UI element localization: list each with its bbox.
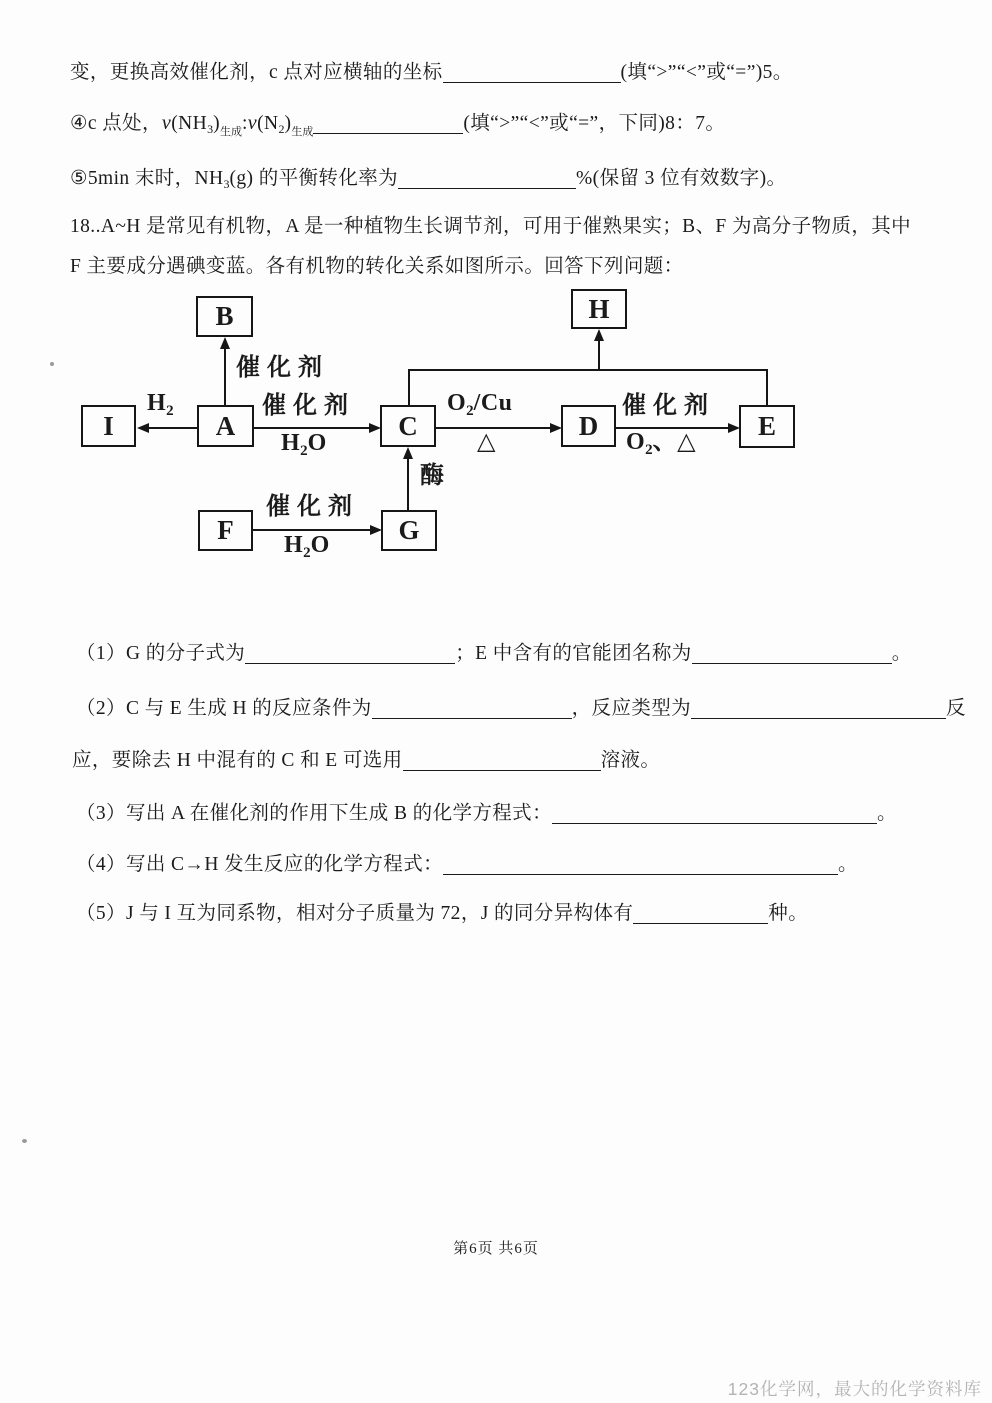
- h2-base: H: [147, 390, 167, 416]
- blank-q2-type: [691, 700, 946, 719]
- diagram-box-g: [381, 510, 437, 551]
- scan-speck: [22, 1139, 27, 1143]
- blank-q2-condition: [372, 700, 572, 719]
- scan-speck: [50, 362, 54, 366]
- box-letter-i: I: [103, 410, 114, 441]
- h2o-base: H: [281, 430, 301, 456]
- blank-q5-count: [633, 905, 768, 924]
- diagram-box-h: [571, 289, 627, 329]
- box-letter-f: F: [217, 515, 234, 545]
- page-number: [0, 1237, 992, 1258]
- formula-nh3-close: ): [213, 113, 220, 134]
- line2-prefix: ④c 点处，: [70, 113, 162, 134]
- formula-n2-sub: 2: [278, 122, 285, 136]
- line3-prefix: ⑤5min 末时，NH: [70, 168, 224, 189]
- q18-intro2-text: F 主要成分遇碘变蓝。各有机物的转化关系如图所示。回答下列问题：: [70, 256, 684, 277]
- formula-n2-close: ): [284, 113, 292, 134]
- label-enzyme: [420, 463, 451, 491]
- arrow-line-g-to-c: [407, 458, 409, 510]
- line3-mid: (g) 的平衡转化率为: [229, 168, 399, 189]
- diagram-box-i: [81, 405, 136, 447]
- o2delta-tail: 、△: [652, 429, 697, 455]
- q1-prefix: （1）G 的分子式为: [76, 643, 246, 664]
- watermark-text: 123化学网，最大的化学资料库: [727, 1379, 982, 1399]
- formula-nh3g-sub: 3: [223, 177, 230, 191]
- label-catalyst-ab: [236, 355, 329, 383]
- blank-q1-group: [692, 645, 892, 664]
- arrowhead-f-to-g: [370, 525, 382, 535]
- arrowhead-c-to-d: [550, 423, 562, 433]
- q5-prefix: （5）J 与 I 互为同系物，相对分子质量为 72，J 的同分异构体有: [76, 903, 634, 924]
- enzyme-text: 酶: [420, 463, 451, 489]
- box-letter-e: E: [757, 411, 776, 441]
- formula-n2-state: 生成: [291, 126, 314, 138]
- label-o2-delta: [626, 429, 696, 459]
- diagram-box-a: [197, 405, 254, 447]
- label-catalyst-fg: [266, 494, 359, 522]
- connector-e-up: [766, 369, 768, 407]
- formula-n2-open: (N: [257, 113, 279, 134]
- diagram-box-b: [196, 296, 253, 337]
- h2o-tail: O: [307, 430, 327, 456]
- nu-symbol: ν: [161, 112, 172, 134]
- page-number-text: 第6页 共6页: [453, 1241, 539, 1257]
- formula-nh3-state: 生成: [219, 126, 242, 138]
- formula-nh3-open: (NH: [171, 113, 208, 134]
- fill-line-conversion: [70, 166, 786, 192]
- diagram-box-e: [739, 405, 795, 448]
- delta-symbol: △: [477, 429, 496, 455]
- o2-sub: 2: [645, 442, 653, 458]
- catalyst-text: 催化剂: [266, 494, 359, 520]
- blank-q1-formula: [245, 645, 455, 664]
- diagram-box-d: [561, 405, 616, 447]
- arrowhead-a-to-c: [369, 423, 381, 433]
- label-delta-cd: [477, 429, 496, 457]
- arrow-line-a-to-c: [254, 427, 370, 429]
- connector-horizontal: [408, 369, 768, 371]
- question-3: [76, 801, 897, 827]
- catalyst-text: 催化剂: [236, 355, 329, 381]
- catalyst-text: 催化剂: [622, 393, 715, 419]
- line2-suffix: (填“>”“<”或“=”，下同)8：7。: [463, 113, 726, 134]
- q2b-prefix: 应，要除去 H 中混有的 C 和 E 可选用: [72, 750, 403, 771]
- site-watermark: [728, 1376, 982, 1401]
- q18-intro-line1: [70, 214, 911, 240]
- blank-q3-equation: [552, 805, 877, 824]
- q3-prefix: （3）写出 A 在催化剂的作用下生成 B 的化学方程式：: [76, 803, 552, 824]
- question-2-line1: [76, 696, 966, 722]
- arrow-line-a-to-i: [148, 427, 197, 429]
- blank-conversion: [398, 170, 576, 189]
- q5-end: 种。: [768, 903, 809, 924]
- line3-suffix: %(保留 3 位有效数字)。: [576, 168, 787, 189]
- label-h2o-ac: [281, 430, 327, 460]
- blank-coordinate: [443, 64, 621, 83]
- label-catalyst-de: [622, 393, 715, 421]
- q2b-end: 溶液。: [600, 750, 661, 771]
- label-catalyst-ac: [262, 393, 355, 421]
- q3-end: 。: [876, 803, 897, 824]
- o2-base: O: [447, 390, 467, 416]
- box-letter-b: B: [215, 301, 234, 331]
- question-2-line2: [72, 748, 660, 774]
- catalyst-text: 催化剂: [262, 393, 355, 419]
- ratio-colon: :: [241, 113, 248, 134]
- box-letter-h: H: [588, 293, 610, 324]
- q2-end: 反: [946, 698, 966, 719]
- q18-intro-line2: [70, 254, 684, 280]
- h2o-sub: 2: [303, 545, 311, 561]
- nu-symbol: ν: [247, 112, 258, 134]
- question-1: [76, 641, 912, 667]
- fill-line-rate-ratio: [70, 110, 725, 140]
- h2o-base: H: [284, 532, 304, 558]
- question-5: [76, 901, 808, 927]
- box-letter-d: D: [578, 410, 599, 441]
- formula-nh3-sub: 3: [207, 122, 214, 136]
- arrow-line-f-to-g: [253, 529, 370, 531]
- o2-sub: 2: [466, 403, 474, 419]
- h2-sub: 2: [166, 403, 174, 419]
- connector-c-up: [408, 369, 410, 407]
- q4-end: 。: [838, 854, 858, 875]
- label-h2: [147, 390, 174, 420]
- box-letter-c: C: [398, 410, 418, 441]
- arrow-line-a-to-b: [224, 348, 226, 405]
- fill-line-coordinate: [70, 60, 793, 86]
- q2-prefix: （2）C 与 E 生成 H 的反应条件为: [76, 698, 372, 719]
- q1-end: 。: [891, 643, 912, 664]
- h2o-tail: O: [310, 532, 330, 558]
- q1-mid: ；E 中含有的官能团名称为: [455, 643, 692, 664]
- question-4: [76, 852, 858, 878]
- blank-q4-equation: [443, 856, 838, 875]
- label-h2o-fg: [284, 532, 330, 562]
- box-letter-g: G: [398, 515, 420, 545]
- h2o-sub: 2: [300, 443, 308, 459]
- diagram-box-f: [198, 510, 253, 551]
- arrowhead-d-to-e: [728, 423, 740, 433]
- box-letter-a: A: [215, 410, 236, 441]
- line1-text: 变，更换高效催化剂，c 点对应横轴的坐标: [70, 62, 443, 83]
- q2-mid: ，反应类型为: [571, 698, 692, 719]
- arrow-line-to-h: [598, 340, 600, 371]
- blank-q2-solution: [403, 752, 601, 771]
- q18-intro1-text: 18..A~H 是常见有机物，A 是一种植物生长调节剂，可用于催熟果实；B、F 为高分子物质，其中: [70, 216, 912, 237]
- q4-prefix: （4）写出 C→H 发生反应的化学方程式：: [76, 854, 443, 875]
- blank-rate-ratio: [313, 115, 463, 134]
- diagram-box-c: [380, 405, 436, 447]
- o2-base: O: [626, 429, 646, 455]
- o2cu-tail: /Cu: [473, 390, 513, 416]
- line1-suffix: (填“>”“<”或“=”)5。: [620, 62, 793, 83]
- label-o2cu: [447, 390, 513, 420]
